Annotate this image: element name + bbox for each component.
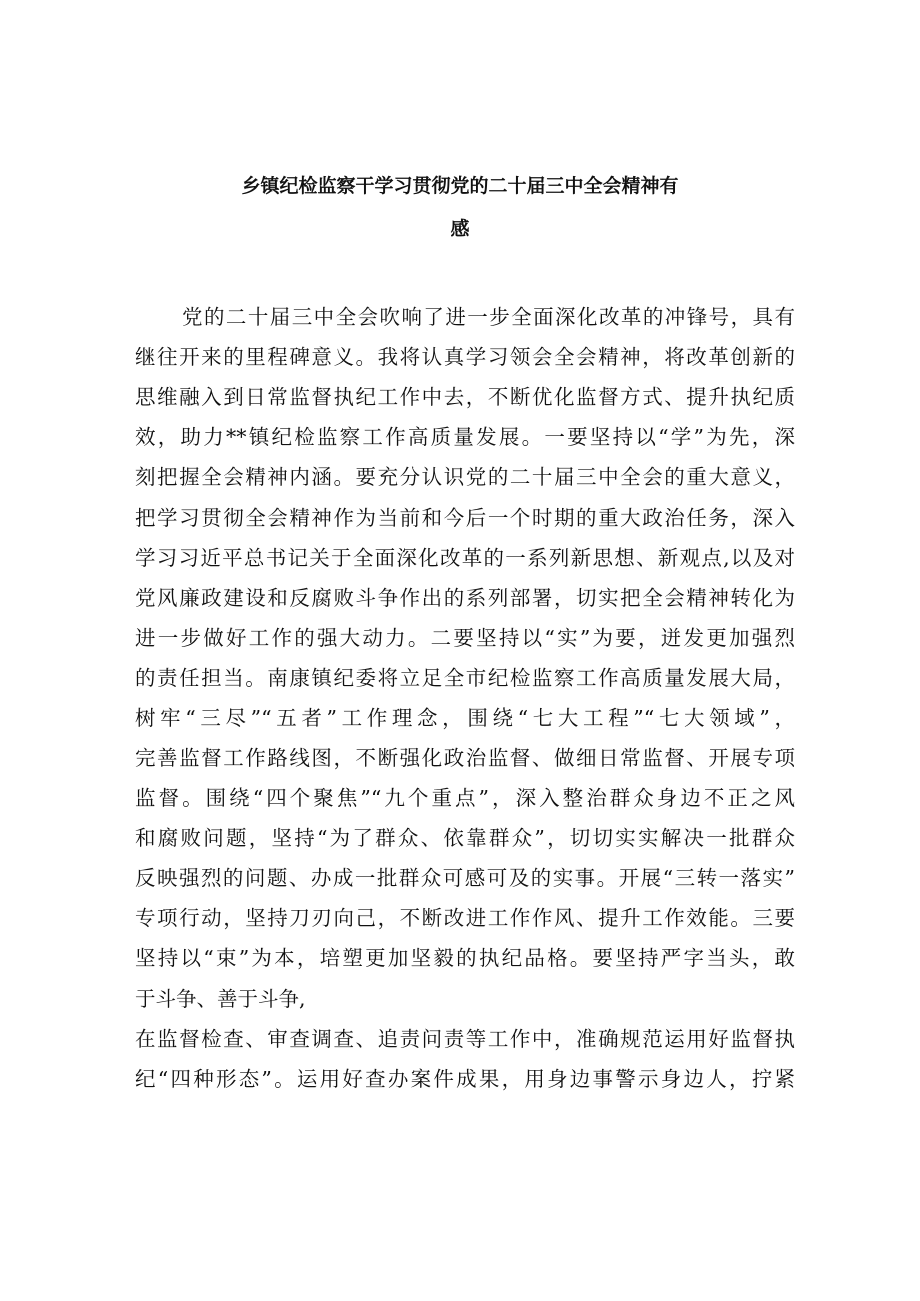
paragraph-line: 在监督检查、审查调查、追责问责等工作中，准确规范运用好监督执 <box>135 1027 795 1051</box>
paragraph-line: 进一步做好工作的强大动力。二要坚持以“实”为要，迸发更加强烈 <box>135 626 795 650</box>
paragraph-line: 专项行动，坚持刀刃向己，不断改进工作作风、提升工作效能。三要 <box>135 906 795 930</box>
paragraph-line: 党的二十届三中全会吹响了进一步全面深化改革的冲锋号，具有 <box>182 305 795 329</box>
paragraph-line: 完善监督工作路线图，不断强化政治监督、做细日常监督、开展专项 <box>135 746 795 770</box>
paragraph-line: 刻把握全会精神内涵。要充分认识党的二十届三中全会的重大意义， <box>135 465 795 489</box>
paragraph-line: 和腐败问题，坚持“为了群众、依靠群众”，切切实实解决一批群众 <box>135 826 795 850</box>
paragraph-line: 树牢“三尽”“五者”工作理念，围绕“七大工程”“七大领域”， <box>135 706 795 730</box>
paragraph-line: 纪“四种形态”。运用好查办案件成果，用身边事警示身边人，拧紧 <box>135 1067 795 1091</box>
paragraph-line: 学习习近平总书记关于全面深化改革的一系列新思想、新观点,以及对 <box>135 546 795 570</box>
document-title-line-2: 感 <box>450 218 470 240</box>
paragraph-line: 继往开来的里程碑意义。我将认真学习领会全会精神，将改革创新的 <box>135 345 795 369</box>
paragraph-line: 效，助力**镇纪检监察工作高质量发展。一要坚持以“学”为先，深 <box>135 425 795 449</box>
paragraph-line: 坚持以“束”为本，培塑更加坚毅的执纪品格。要坚持严字当头，敢 <box>135 946 795 970</box>
paragraph-line: 监督。围绕“四个聚焦”“九个重点”，深入整治群众身边不正之风 <box>135 786 795 810</box>
paragraph-line: 的责任担当。南康镇纪委将立足全市纪检监察工作高质量发展大局， <box>135 666 795 690</box>
paragraph-line: 思维融入到日常监督执纪工作中去，不断优化监督方式、提升执纪质 <box>135 385 795 409</box>
paragraph-line: 反映强烈的问题、办成一批群众可感可及的实事。开展“三转一落实” <box>135 866 795 890</box>
paragraph-line: 于斗争、善于斗争, <box>135 987 306 1011</box>
document-title-line-1: 乡镇纪检监察干学习贯彻党的二十届三中全会精神有 <box>241 175 679 197</box>
paragraph-line: 把学习贯彻全会精神作为当前和今后一个时期的重大政治任务，深入 <box>135 506 795 530</box>
paragraph-line: 党风廉政建设和反腐败斗争作出的系列部署，切实把全会精神转化为 <box>135 586 795 610</box>
